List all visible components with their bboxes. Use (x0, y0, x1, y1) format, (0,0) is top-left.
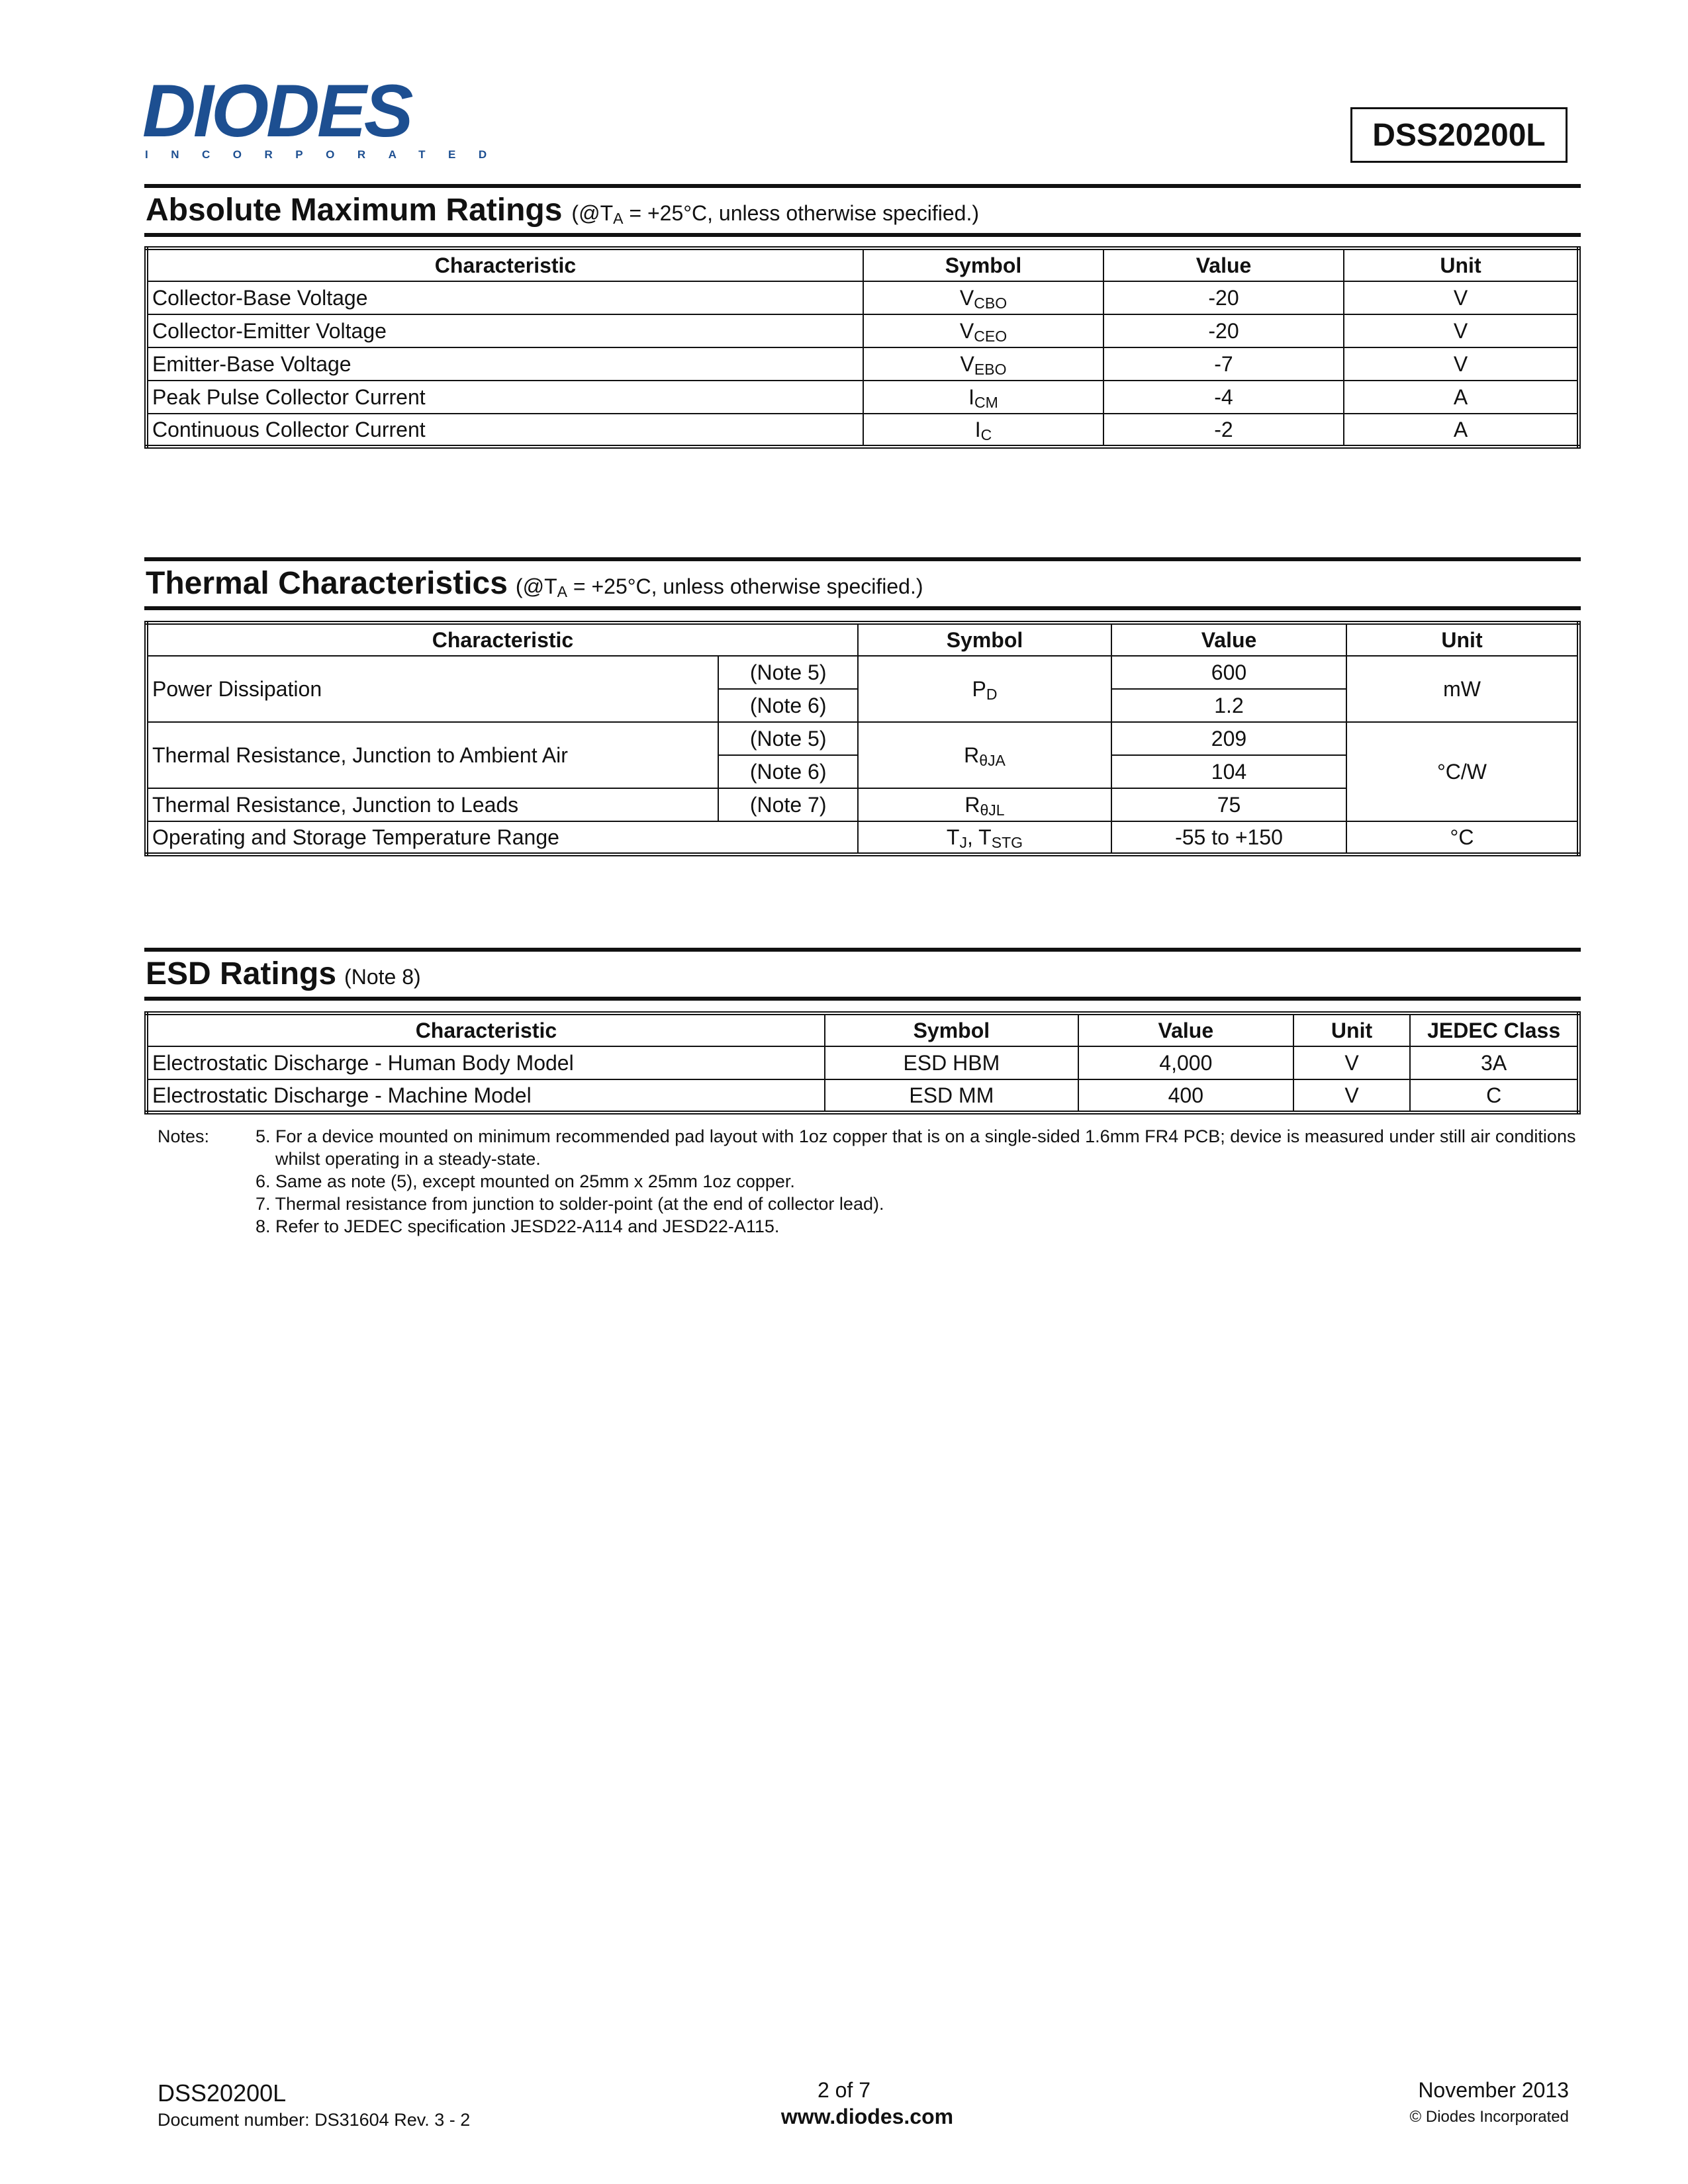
jedec-class-cell: C (1410, 1079, 1579, 1113)
characteristic-cell: Emitter-Base Voltage (146, 347, 863, 381)
unit-cell: V (1344, 314, 1579, 347)
unit-cell: A (1344, 414, 1579, 447)
unit-cell: V (1293, 1046, 1410, 1079)
esd-note: (Note 8) (344, 965, 421, 989)
section-rule-bottom (144, 233, 1581, 237)
col-header-symbol: Symbol (858, 623, 1111, 656)
value-cell: 4,000 (1078, 1046, 1293, 1079)
value-cell: 600 (1111, 656, 1346, 689)
symbol-cell: $P_D$ (858, 656, 1111, 722)
symbol-cell: $V_{CEO}$ (863, 314, 1103, 347)
jedec-class-cell: 3A (1410, 1046, 1579, 1079)
table-row (146, 414, 1579, 447)
table-row (146, 1079, 1579, 1113)
col-header-characteristic: Characteristic (146, 248, 863, 281)
value-cell: -55 to +150 (1111, 821, 1346, 854)
characteristic-cell: Thermal Resistance, Junction to Ambient Air (146, 722, 718, 788)
abs-max-condition: ($@T_A = +25^\circ C$, unless otherwise specified.) (571, 201, 979, 228)
table-row (146, 381, 1579, 414)
thermal-title-text: Thermal Characteristics (146, 566, 508, 601)
col-header-value: Value (1111, 623, 1346, 656)
abs-max-title-text: Absolute Maximum Ratings (146, 193, 563, 228)
footer-doc-number: Document number: DS31604 Rev. 3 - 2 (158, 2110, 471, 2130)
footer-part-number: DSS20200L (158, 2079, 287, 2107)
table-header-row (146, 623, 1579, 656)
abs-max-table (144, 246, 1581, 449)
section-rule-top (144, 184, 1581, 188)
esd-table (144, 1011, 1581, 1115)
unit-cell: °C/W (1346, 722, 1579, 821)
part-number-box: DSS20200L (1350, 107, 1568, 163)
col-header-characteristic: Characteristic (146, 1013, 825, 1046)
logo-subtitle: INCORPORATED (145, 148, 510, 161)
thermal-condition: ($@T_A = +25^\circ C$, unless otherwise specified.) (515, 574, 923, 601)
symbol-cell: $I_{CM}$ (863, 381, 1103, 414)
thermal-title (146, 565, 923, 602)
unit-cell: V (1344, 281, 1579, 314)
table-row (146, 314, 1579, 347)
value-cell: 400 (1078, 1079, 1293, 1113)
unit-cell: V (1293, 1079, 1410, 1113)
notes-label: Notes: (158, 1126, 210, 1146)
col-header-value: Value (1078, 1013, 1293, 1046)
symbol-cell: $I_C$ (863, 414, 1103, 447)
notes-list (256, 1125, 1579, 1238)
col-header-value: Value (1103, 248, 1344, 281)
value-cell: -4 (1103, 381, 1344, 414)
symbol-cell: $V_{EBO}$ (863, 347, 1103, 381)
diodes-logo (142, 69, 510, 161)
note-item: 5. For a device mounted on minimum recommended pad layout with 1oz copper that is on a single-sided 1.6mm FR4 PCB; device is measured under still air conditions whilst operating in a steady-state. (256, 1126, 1576, 1169)
unit-cell: mW (1346, 656, 1579, 722)
value-cell: 104 (1111, 755, 1346, 788)
note-cell: (Note 5) (718, 722, 858, 755)
table-row (146, 821, 1579, 854)
note-item: 8. Refer to JEDEC specification JESD22-A114 and JESD22-A115. (256, 1216, 780, 1236)
note-item: 6. Same as note (5), except mounted on 25mm x 25mm 1oz copper. (256, 1171, 795, 1191)
col-header-symbol: Symbol (863, 248, 1103, 281)
value-cell: 209 (1111, 722, 1346, 755)
section-rule-top (144, 557, 1581, 561)
logo-word: DIODES (142, 69, 411, 152)
value-cell: 75 (1111, 788, 1346, 821)
col-header-unit: Unit (1344, 248, 1579, 281)
symbol-cell: ESD MM (825, 1079, 1078, 1113)
value-cell: -7 (1103, 347, 1344, 381)
thermal-table (144, 621, 1581, 856)
note-item: 7. Thermal resistance from junction to solder-point (at the end of collector lead). (256, 1194, 884, 1214)
note-cell: (Note 7) (718, 788, 858, 821)
value-cell: -20 (1103, 281, 1344, 314)
value-cell: -2 (1103, 414, 1344, 447)
characteristic-cell: Power Dissipation (146, 656, 718, 722)
symbol-cell: $R_{\theta JA}$ (858, 722, 1111, 788)
symbol-cell: $V_{CBO}$ (863, 281, 1103, 314)
col-header-jedec-class: JEDEC Class (1410, 1013, 1579, 1046)
footer-copyright: © Diodes Incorporated (1409, 2108, 1569, 2126)
characteristic-cell: Collector-Emitter Voltage (146, 314, 863, 347)
table-header-row (146, 1013, 1579, 1046)
footer-date: November 2013 (1418, 2078, 1569, 2102)
unit-cell: V (1344, 347, 1579, 381)
col-header-characteristic: Characteristic (146, 623, 858, 656)
table-row (146, 281, 1579, 314)
value-cell: 1.2 (1111, 689, 1346, 722)
note-cell: (Note 5) (718, 656, 858, 689)
table-row (146, 656, 1579, 689)
note-cell: (Note 6) (718, 689, 858, 722)
col-header-unit: Unit (1346, 623, 1579, 656)
unit-cell: °C (1346, 821, 1579, 854)
table-row (146, 722, 1579, 755)
symbol-cell: $T_J$, $T_{STG}$ (858, 821, 1111, 854)
footer-website-link[interactable]: www.diodes.com (780, 2105, 954, 2128)
col-header-unit: Unit (1293, 1013, 1410, 1046)
abs-max-title (146, 192, 979, 228)
table-row (146, 347, 1579, 381)
footer-page-number: 2 of 7 (817, 2078, 871, 2102)
symbol-cell: $R_{\theta JL}$ (858, 788, 1111, 821)
section-rule-bottom (144, 997, 1581, 1001)
esd-title-text: ESD Ratings (146, 956, 337, 991)
characteristic-cell: Collector-Base Voltage (146, 281, 863, 314)
unit-cell: A (1344, 381, 1579, 414)
characteristic-cell: Electrostatic Discharge - Human Body Model (146, 1046, 825, 1079)
table-header-row (146, 248, 1579, 281)
value-cell: -20 (1103, 314, 1344, 347)
characteristic-cell: Peak Pulse Collector Current (146, 381, 863, 414)
section-rule-top (144, 948, 1581, 952)
col-header-symbol: Symbol (825, 1013, 1078, 1046)
characteristic-cell: Continuous Collector Current (146, 414, 863, 447)
section-rule-bottom (144, 606, 1581, 610)
characteristic-cell: Thermal Resistance, Junction to Leads (146, 788, 718, 821)
esd-title (146, 956, 421, 992)
symbol-cell: ESD HBM (825, 1046, 1078, 1079)
characteristic-cell: Operating and Storage Temperature Range (146, 821, 858, 854)
table-row (146, 1046, 1579, 1079)
characteristic-cell: Electrostatic Discharge - Machine Model (146, 1079, 825, 1113)
note-cell: (Note 6) (718, 755, 858, 788)
